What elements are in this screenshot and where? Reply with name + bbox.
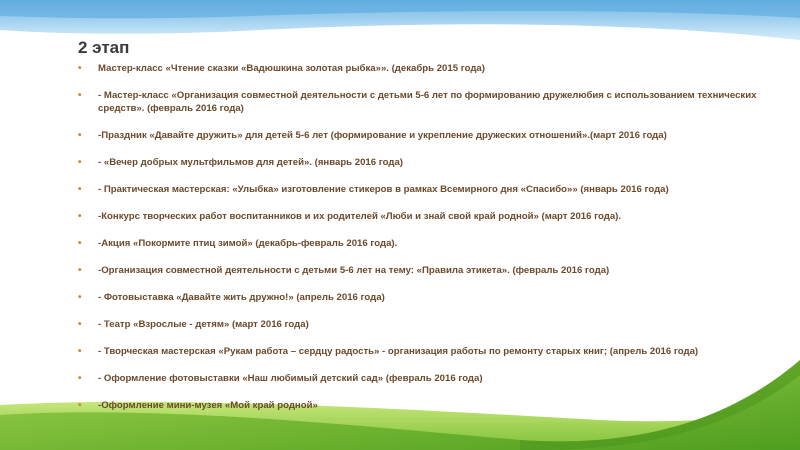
list-item [78,183,778,196]
activity-list [78,62,778,426]
bullet-icon: • [78,265,82,276]
list-item-text: - Творческая мастерская «Рукам работа – сердцу радость» - организация работы по ремонту старых книг; (апрель 2016 года) [98,346,699,357]
list-item-text: - Театр «Взрослые - детям» (март 2016 года) [98,319,309,330]
list-item [78,345,778,358]
list-item [78,156,778,169]
bullet-icon: • [78,211,82,222]
bullet-icon: • [78,130,82,141]
list-item-text: - Практическая мастерская: «Улыбка» изготовление стикеров в рамках Всемирного дня «Спасибо»» (январь 2016 года) [98,184,669,195]
list-item-text: -Конкурс творческих работ воспитанников и их родителей «Люби и знай свой край родной» (март 2016 года). [98,211,622,222]
bullet-icon: • [78,90,82,101]
bullet-icon: • [78,346,82,357]
list-item [78,89,778,115]
list-item [78,129,778,142]
list-item [78,237,778,250]
list-item-text: - Мастер-класс «Организация совместной деятельности с детьми 5-6 лет по формированию дружелюбия с использованием технических средств». (февраль 2016 года) [98,90,757,114]
list-item-text: - Фотовыставка «Давайте жить дружно!» (апрель 2016 года) [98,292,385,303]
list-item-text: -Праздник «Давайте дружить» для детей 5-6 лет (формирование и укрепление дружеских отношений».(март 2016 года) [98,130,667,141]
bullet-icon: • [78,184,82,195]
bullet-icon: • [78,373,82,384]
bullet-icon: • [78,238,82,249]
bullet-icon: • [78,319,82,330]
list-item [78,62,778,75]
slide-title: 2 этап [78,38,130,57]
bullet-icon: • [78,63,82,74]
list-item-text: -Оформление мини-музея «Мой край родной» [98,400,318,411]
list-item [78,210,778,223]
list-item-text: -Акция «Покормите птиц зимой» (декабрь-февраль 2016 года). [98,238,398,249]
list-item [78,264,778,277]
bullet-icon: • [78,400,82,411]
list-item [78,399,778,412]
list-item [78,372,778,385]
list-item [78,291,778,304]
list-item-text: - «Вечер добрых мультфильмов для детей». (январь 2016 года) [98,157,403,168]
bullet-icon: • [78,157,82,168]
list-item-text: -Организация совместной деятельности с детьми 5-6 лет на тему: «Правила этикета». (февраль 2016 года) [98,265,610,276]
bullet-icon: • [78,292,82,303]
list-item-text: Мастер-класс «Чтение сказки «Вадюшкина золотая рыбка»». (декабрь 2015 года) [98,63,485,74]
list-item-text: - Оформление фотовыставки «Наш любимый детский сад» (февраль 2016 года) [98,373,483,384]
list-item [78,318,778,331]
